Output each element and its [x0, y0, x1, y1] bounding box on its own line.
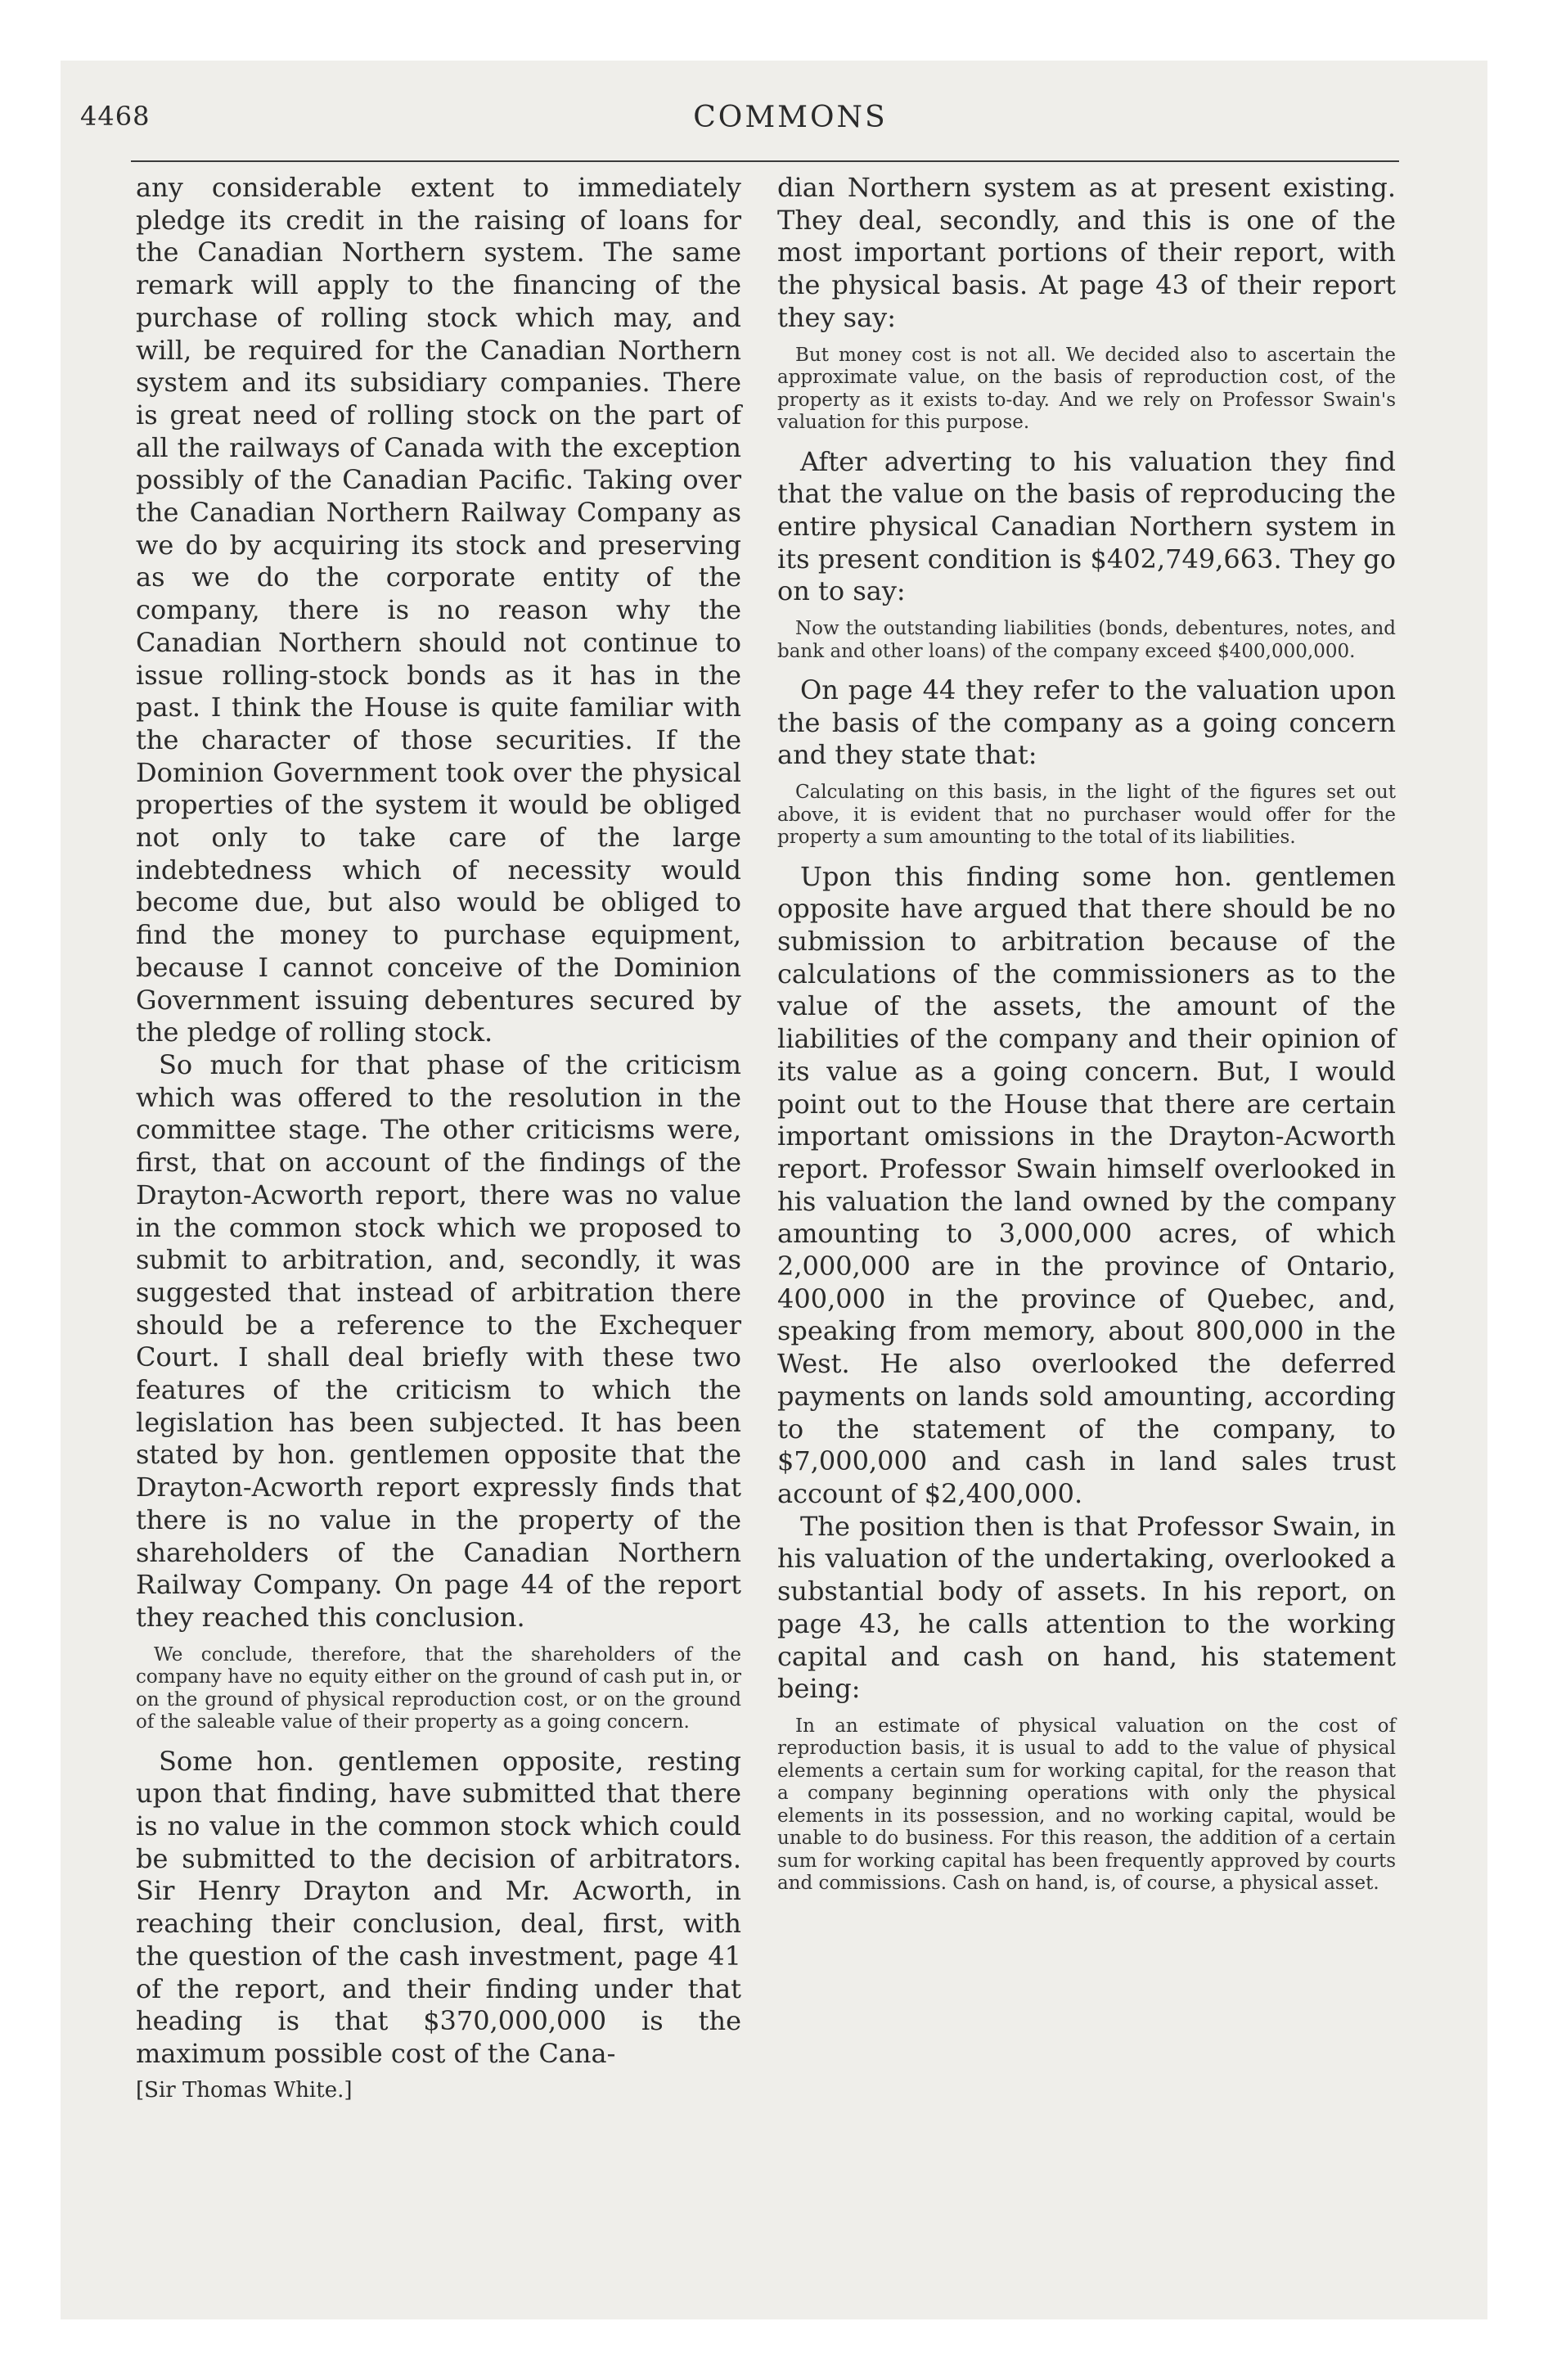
- left-column: [136, 172, 741, 2103]
- right-quote-4: In an estimate of physical valuation on the cost of reproduction basis, it is usual to add to the value of physical elements a certain sum for working capital, for the reason that a company beginning operations with only the physical elements in its possession, and no working capital, would be unable to do business. For this reason, the addition of a certain sum for working capital has been frequently approved by courts and commissions. Cash on hand, is, of course, a physical asset.: [777, 1715, 1396, 1895]
- page-number: 4468: [80, 101, 151, 132]
- right-paragraph-5: The position then is that Professor Swain, in his valuation of the undertaking, overlooked a substantial body of assets. In his report, on page 43, he calls attention to the working capital and cash on hand, his statement being:: [777, 1510, 1396, 1705]
- right-paragraph-4: Upon this finding some hon. gentlemen opposite have argued that there should be no submission to arbitration because of the calculations of the commissioners as to the value of the assets, the amount of the liabilities of the company and their opinion of its value as a going concern. But, I would point out to the House that there are certain important omissions in the Drayton-Acworth report. Professor Swain himself overlooked in his valuation the land owned by the company amounting to 3,000,000 acres, of which 2,000,000 are in the province of Ontario, 400,000 in the province of Quebec, and, speaking from memory, about 800,000 in the West. He also overlooked the deferred payments on lands sold amounting, according to the statement of the company, to $7,000,000 and cash in land sales trust account of $2,400,000.: [777, 860, 1396, 1509]
- left-quote-1: We conclude, therefore, that the shareholders of the company have no equity either on the ground of cash put in, or on the ground of physical reproduction cost, or on the ground of the saleable value of their property as a going concern.: [136, 1643, 741, 1733]
- right-quote-1: But money cost is not all. We decided also to ascertain the approximate value, on the basis of reproduction cost, of the property as it exists to-day. And we rely on Professor Swain's valuation for this purpose.: [777, 344, 1396, 434]
- right-paragraph-2: After adverting to his valuation they find that the value on the basis of reproducing the entire physical Canadian Northern system in its present condition is $402,749,663. They go on to say:: [777, 445, 1396, 607]
- right-column: [777, 172, 1396, 1907]
- running-title: COMMONS: [693, 101, 888, 134]
- right-paragraph-1: dian Northern system as at present existing. They deal, secondly, and this is one of the most important portions of their report, with the physical basis. At page 43 of their report they say:: [777, 172, 1396, 333]
- right-paragraph-3: On page 44 they refer to the valuation upon the basis of the company as a going concern and they state that:: [777, 674, 1396, 771]
- left-paragraph-1: any considerable extent to immediately pledge its credit in the raising of loans for the Canadian Northern system. The same remark will apply to the financing of the purchase of rolling stock which may, and will, be required for the Canadian Northern system and its subsidiary companies. There is great need of rolling stock on the part of all the railways of Canada with the exception possibly of the Canadian Pacific. Taking over the Canadian Northern Railway Company as we do by acquiring its stock and preserving as we do the corporate entity of the company, there is no reason why the Canadian Northern should not continue to issue rolling-stock bonds as it has in the past. I think the House is quite familiar with the character of those securities. If the Dominion Government took over the physical properties of the system it would be obliged not only to take care of the large indebtedness which of necessity would become due, but also would be obliged to find the money to purchase equipment, because I cannot conceive of the Dominion Government issuing debentures secured by the pledge of rolling stock.: [136, 172, 741, 1048]
- left-paragraph-3: Some hon. gentlemen opposite, resting upon that finding, have submitted that there is no value in the common stock which could be submitted to the decision of arbitrators. Sir Henry Drayton and Mr. Acworth, in reaching their conclusion, deal, first, with the question of the cash investment, page 41 of the report, and their finding under that heading is that $370,000,000 is the maximum possible cost of the Cana-: [136, 1745, 741, 2069]
- header-rule: [131, 160, 1399, 162]
- speaker-signature: [Sir Thomas White.]: [136, 2077, 353, 2103]
- right-quote-2: Now the outstanding liabilities (bonds, debentures, notes, and bank and other loans) of the company exceed $400,000,000.: [777, 618, 1396, 662]
- right-quote-3: Calculating on this basis, in the light of the figures set out above, it is evident that no purchaser would offer for the property a sum amounting to the total of its liabilities.: [777, 782, 1396, 849]
- left-paragraph-2: So much for that phase of the criticism which was offered to the resolution in the committee stage. The other criticisms were, first, that on account of the findings of the Drayton-Acworth report, there was no value in the common stock which we proposed to submit to arbitration, and, secondly, it was suggested that instead of arbitration there should be a reference to the Exchequer Court. I shall deal briefly with these two features of the criticism to which the legislation has been subjected. It has been stated by hon. gentlemen opposite that the Drayton-Acworth report expressly finds that there is no value in the property of the shareholders of the Canadian Northern Railway Company. On page 44 of the report they reached this conclusion.: [136, 1048, 741, 1633]
